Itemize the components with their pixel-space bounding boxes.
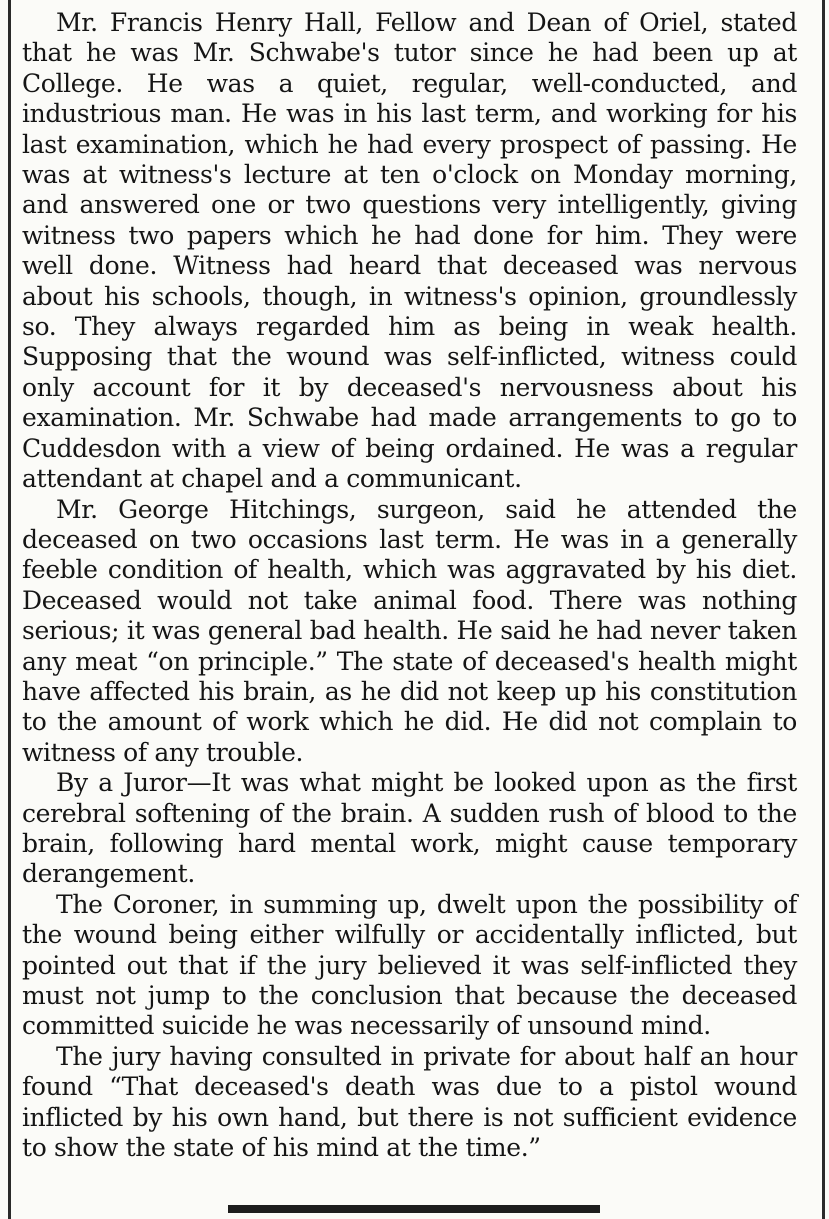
article-column: [22, 8, 797, 1163]
paragraph-surgeon-testimony: Mr. George Hitchings, surgeon, said he attended the deceased on two occasions last term. He was in a generally feeble condition of health, which was aggravated by his diet. Deceased would not take animal food. There was nothing serious; it was general bad health. He said he had never taken any meat “on principle.” The state of deceased's health might have affected his brain, as he did not keep up his constitution to the amount of work which he did. He did not complain to witness of any trouble.: [22, 494, 797, 767]
paragraph-jury-verdict: The jury having consulted in private for about half an hour found “That deceased's death was due to a pistol wound inflicted by his own hand, but there is not sufficient evidence to show the state of his mind at the time.”: [22, 1041, 797, 1163]
article-end-rule: [228, 1205, 600, 1213]
right-column-rule: [822, 0, 825, 1219]
paragraph-coroner-summary: The Coroner, in summing up, dwelt upon the possibility of the wound being either wilfully or accidentally inflicted, but pointed out that if the jury believed it was self-inflicted they must not jump to the conclusion that because the deceased committed suicide he was necessarily of unsound mind.: [22, 889, 797, 1041]
paragraph-juror-question: By a Juror—It was what might be looked upon as the first cerebral softening of the brain. A sudden rush of blood to the brain, following hard mental work, might cause temporary derangement.: [22, 768, 797, 889]
paragraph-dean-testimony: Mr. Francis Henry Hall, Fellow and Dean of Oriel, stated that he was Mr. Schwabe's tutor since he had been up at College. He was a quiet, regular, well-conducted, and industrious man. He was in his last term, and working for his last examination, which he had every prospect of passing. He was at witness's lecture at ten o'clock on Monday morning, and answered one or two questions very intelligently, giving witness two papers which he had done for him. They were well done. Witness had heard that deceased was nervous about his schools, though, in witness's opinion, groundlessly so. They always regarded him as being in weak health. Supposing that the wound was self-inflicted, witness could only account for it by deceased's nervousness about his examination. Mr. Schwabe had made arrangements to go to Cuddesdon with a view of being ordained. He was a regular attendant at chapel and a communicant.: [22, 8, 797, 494]
left-column-rule: [8, 0, 11, 1219]
